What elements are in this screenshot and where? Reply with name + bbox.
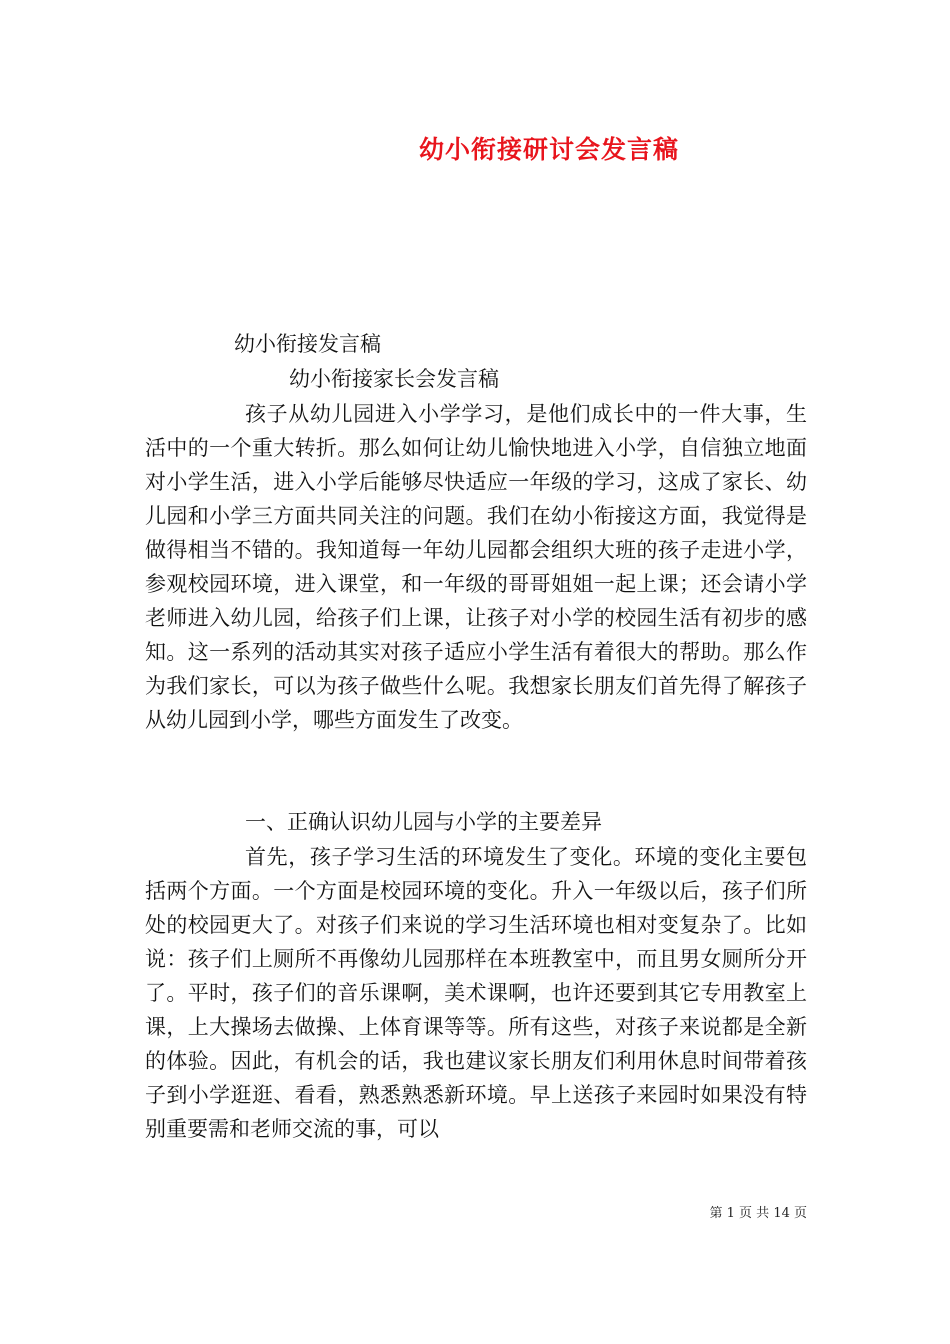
page-number-footer: 第 1 页 共 14 页 <box>709 1206 807 1221</box>
paragraph-intro: 孩子从幼儿园进入小学学习，是他们成长中的一件大事，生活中的一个重大转折。那么如何让幼儿愉快地进入小学，自信独立地面对小学生活，进入小学后能够尽快适应一年级的学习，这成了家长、幼儿园和小学三方面共同关注的问题。我们在幼小衔接这方面，我觉得是做得相当不错的。我知道每一年幼儿园都会组织大班的孩子走进小学，参观校园环境，进入课堂，和一年级的哥哥姐姐一起上课；还会请小学老师进入幼儿园，给孩子们上课，让孩子对小学的校园生活有初步的感知。这一系列的活动其实对孩子适应小学生活有着很大的帮助。那么作为我们家长，可以为孩子做些什么呢。我想家长朋友们首先得了解孩子从幼儿园到小学，哪些方面发生了改变。 <box>145 402 807 732</box>
subtitle-parent-meeting: 幼小衔接家长会发言稿 <box>289 367 499 391</box>
paragraph-environment: 首先，孩子学习生活的环境发生了变化。环境的变化主要包括两个方面。一个方面是校园环境的变化。升入一年级以后，孩子们所处的校园更大了。对孩子们来说的学习生活环境也相对变复杂了。比如说：孩子们上厕所不再像幼儿园那样在本班教室中，而且男女厕所分开了。平时，孩子们的音乐课啊，美术课啊，也许还要到其它专用教室上课，上大操场去做操、上体育课等等。所有这些，对孩子来说都是全新的体验。因此，有机会的话，我也建议家长朋友们利用休息时间带着孩子到小学逛逛、看看，熟悉熟悉新环境。早上送孩子来园时如果没有特别重要需和老师交流的事，可以 <box>145 845 807 1141</box>
document-title: 幼小衔接研讨会发言稿 <box>418 135 679 164</box>
section-heading-1: 一、正确认识幼儿园与小学的主要差异 <box>245 810 602 834</box>
subtitle-speech: 幼小衔接发言稿 <box>234 332 381 356</box>
